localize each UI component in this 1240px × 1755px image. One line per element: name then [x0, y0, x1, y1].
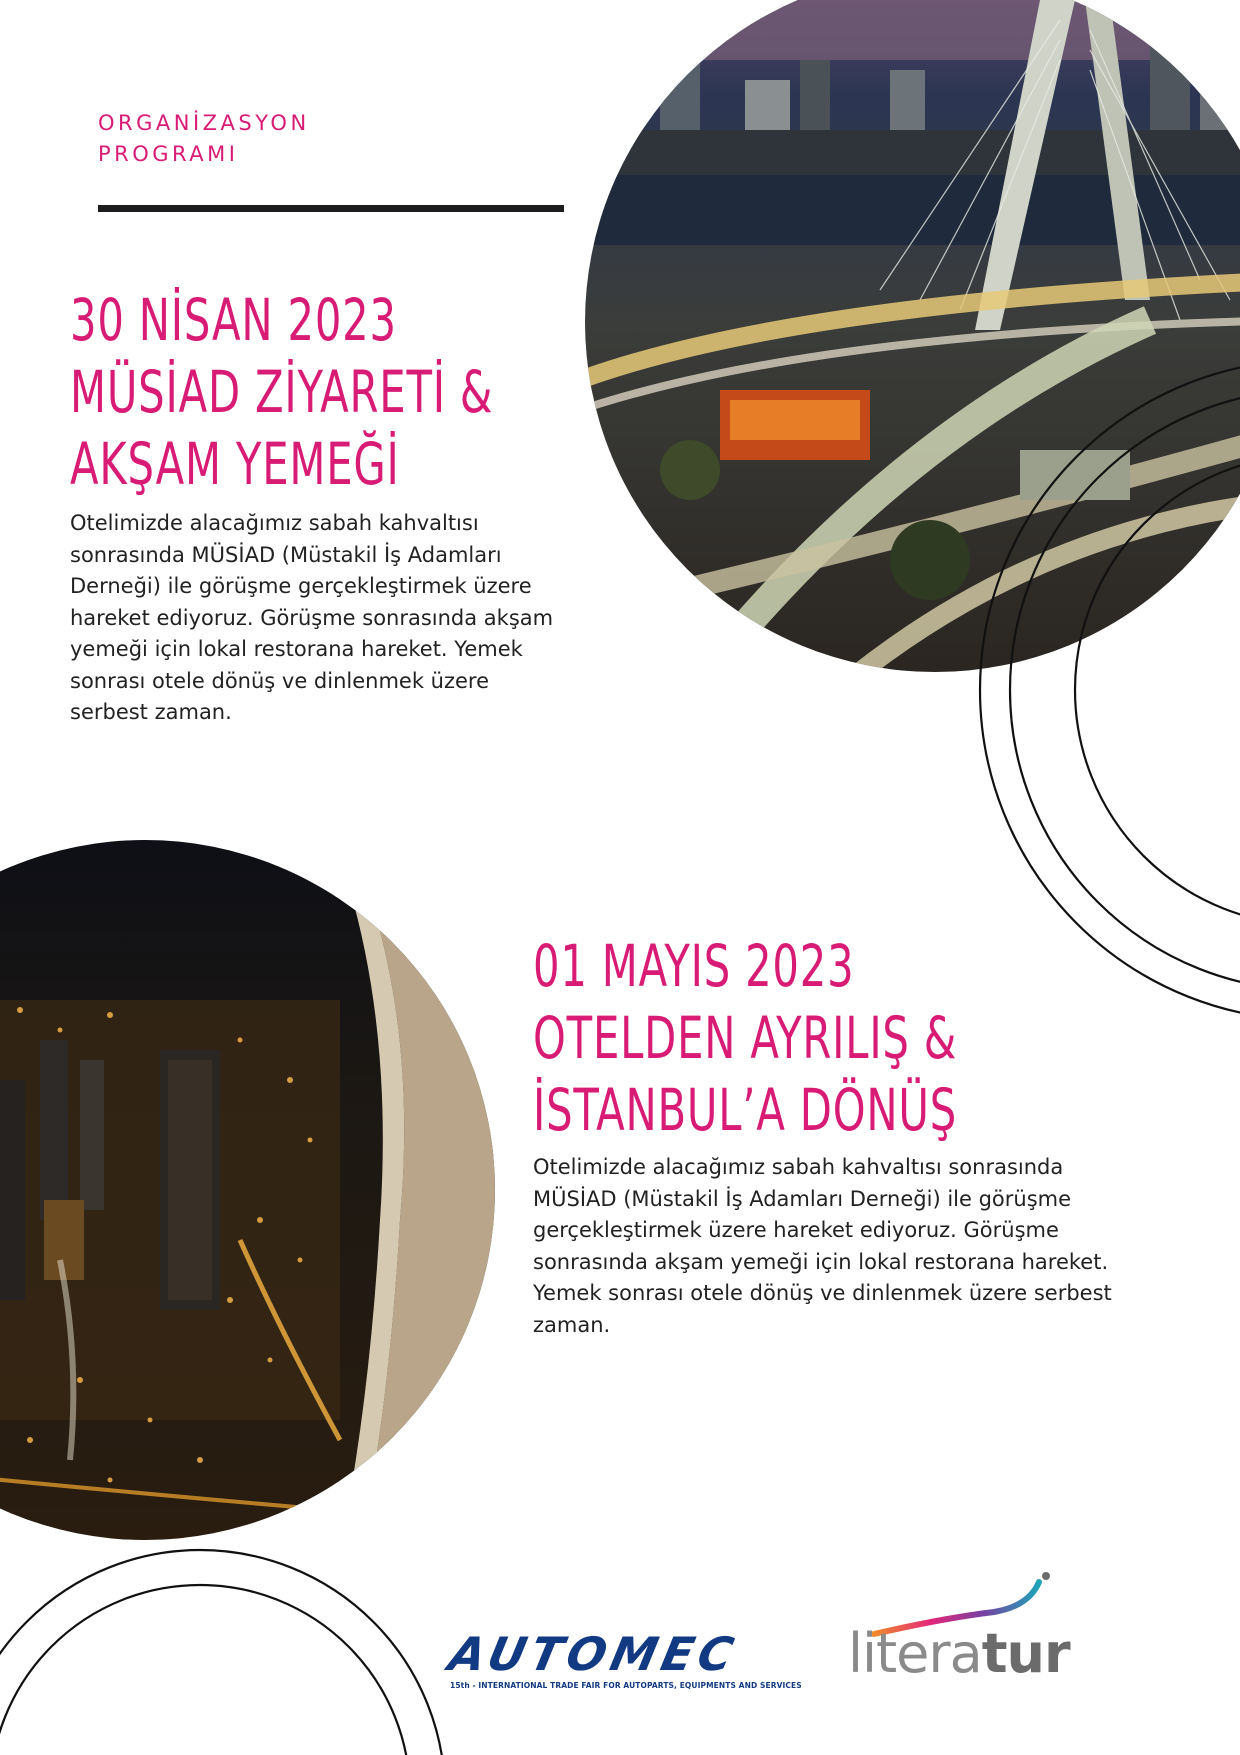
section-kicker — [98, 108, 310, 170]
literatur-logo — [844, 1568, 1070, 1698]
day2-description — [533, 1152, 1213, 1341]
day1-desc-line: Otelimizde alacağımız sabah kahvaltısı — [70, 511, 479, 535]
automec-wordmark: AUTOMEC — [444, 1627, 744, 1681]
divider-rule — [98, 205, 564, 212]
literatur-part-2: tur — [981, 1622, 1070, 1685]
day1-desc-line: Derneği) ile görüşme gerçekleştirmek üzere — [70, 574, 532, 598]
decorative-arcs-bottom — [0, 1550, 445, 1755]
day2-title-line-2: OTELDEN AYRILIŞ & — [533, 1004, 958, 1072]
day2-desc-line: MÜSİAD (Müstakil İş Adamları Derneği) ile görüşme — [533, 1186, 1072, 1211]
day2-title-line-3: İSTANBUL’A DÖNÜŞ — [533, 1076, 958, 1144]
day2-title — [533, 930, 957, 1146]
bottom-city-photo — [0, 830, 520, 1550]
day1-desc-line: yemeği için lokal restorana hareket. Yemek — [70, 637, 523, 661]
day2-desc-line: Otelimizde alacağımız sabah kahvaltısı sonrasında — [533, 1155, 1064, 1179]
literatur-wordmark — [848, 1624, 1070, 1684]
automec-tagline: 15th - INTERNATIONAL TRADE FAIR FOR AUTOPARTS, EQUIPMENTS AND SERVICES — [450, 1681, 802, 1690]
top-city-photo — [580, 0, 1240, 680]
day2-desc-line: gerçekleştirmek üzere hareket ediyoruz. Görüşme — [533, 1218, 1059, 1242]
day2-title-line-1: 01 MAYIS 2023 — [533, 932, 855, 1000]
day1-description — [70, 508, 630, 729]
kicker-line-1: ORGANİZASYON — [98, 111, 310, 135]
day1-title-line-2: MÜSİAD ZİYARETİ & — [70, 358, 494, 426]
day1-title-line-1: 30 NİSAN 2023 — [70, 286, 397, 354]
day1-desc-line: sonrası otele dönüş ve dinlenmek üzere — [70, 668, 490, 693]
day1-title — [70, 284, 493, 500]
automec-logo — [444, 1627, 802, 1694]
day2-desc-line: sonrasında akşam yemeği için lokal restorana hareket. — [533, 1249, 1109, 1274]
literatur-part-1: litera — [848, 1622, 982, 1685]
day1-desc-line: serbest zaman. — [70, 700, 232, 724]
day1-desc-line: hareket ediyoruz. Görüşme sonrasında akşam — [70, 605, 554, 630]
kicker-line-2: PROGRAMI — [98, 142, 239, 166]
day2-desc-line: Yemek sonrası otele dönüş ve dinlenmek üzere serbest — [533, 1281, 1112, 1305]
day2-desc-line: zaman. — [533, 1312, 611, 1337]
day1-desc-line: sonrasında MÜSİAD (Müstakil İş Adamları — [70, 542, 502, 567]
day1-title-line-3: AKŞAM YEMEĞİ — [70, 430, 400, 498]
